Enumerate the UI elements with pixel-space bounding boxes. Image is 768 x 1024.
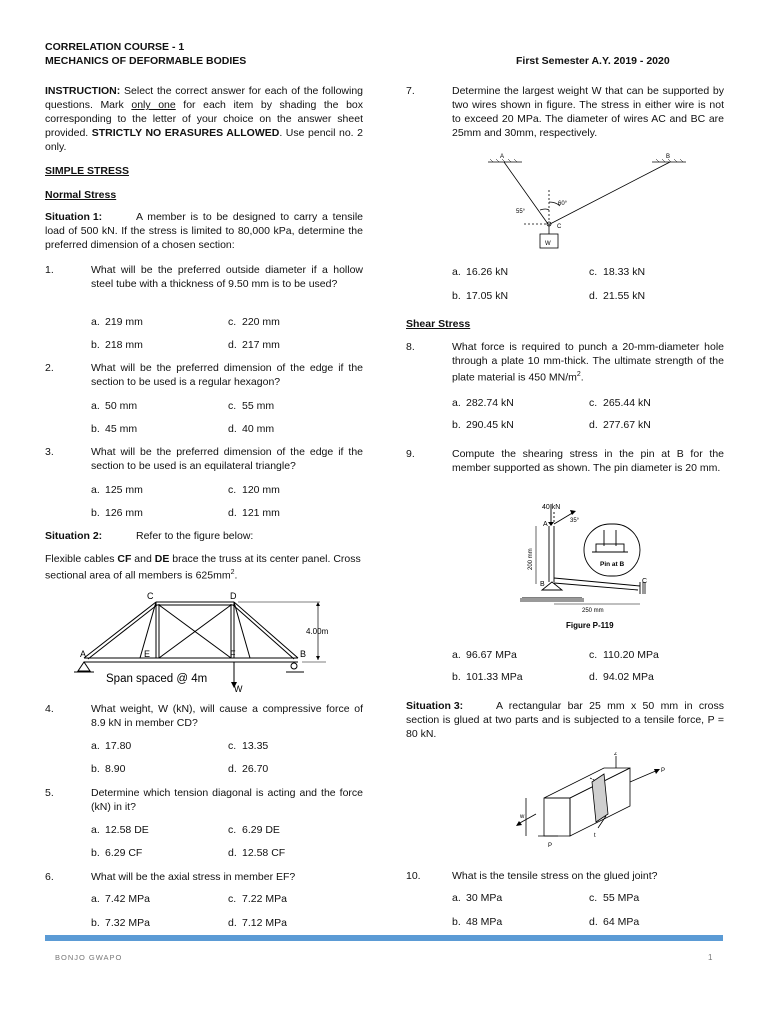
angle-60-label: 60° (558, 201, 568, 207)
node-c-label: C (557, 224, 562, 230)
choice-a[interactable]: a. 96.67 MPa (452, 649, 517, 661)
question-number: 5. (45, 787, 54, 799)
choice-d[interactable]: d. 64 MPa (589, 916, 640, 928)
choice-d[interactable]: d. 26.70 (228, 763, 269, 775)
subject-title: MECHANICS OF DEFORMABLE BODIES (45, 55, 247, 67)
load-w-label: W (234, 684, 243, 694)
choice-c[interactable]: c. 220 mm (228, 316, 280, 328)
choice-c[interactable]: c. 7.22 MPa (228, 893, 287, 905)
choice-c[interactable]: c. 55 MPa (589, 892, 640, 904)
choice-b[interactable]: b. 8.90 (91, 763, 126, 775)
thickness-t-label: t (594, 833, 596, 839)
choice-a[interactable]: a. 30 MPa (452, 892, 503, 904)
choice-a[interactable]: a. 7.42 MPa (91, 893, 150, 905)
load-p-right-label: P (661, 768, 666, 774)
section-normal-stress: Normal Stress (45, 189, 117, 201)
wires-figure (482, 150, 702, 252)
load-label: 40 kN (542, 504, 561, 511)
question-text: What will be the preferred dimension of the edge if the section to be used is an equilateral triangle? (91, 446, 363, 472)
question-number: 2. (45, 362, 54, 374)
situation-3: Situation 3: A rectangular bar 25 mm x 50 mm in cross section is glued at two parts and is subjected to a tensile force, P = 80 kN. (406, 700, 724, 740)
truss-figure (70, 588, 340, 696)
choice-d[interactable]: d. 121 mm (228, 507, 280, 519)
choice-c[interactable]: c. 6.29 DE (228, 824, 280, 836)
choice-b[interactable]: b. 6.29 CF (91, 847, 143, 859)
question-number: 8. (406, 341, 415, 353)
question-text: What will be the preferred outside diameter if a hollow steel tube with a thickness of 9.50 mm is to be used? (91, 264, 363, 290)
instruction-label: INSTRUCTION: (45, 85, 121, 97)
bar-figure (508, 752, 674, 852)
question-number: 10. (406, 870, 421, 882)
choice-d[interactable]: d. 21.55 kN (589, 290, 646, 302)
question-text: What is the tensile stress on the glued joint? (452, 870, 658, 882)
node-f-label: F (230, 649, 236, 659)
horizontal-dim-label: 250 mm (582, 608, 604, 614)
node-a-label: A (80, 649, 87, 659)
choice-c[interactable]: c. 18.33 kN (589, 266, 646, 278)
question-text: Determine which tension diagonal is acting and the force (kN) in it? (91, 787, 363, 813)
choice-b[interactable]: b. 17.05 kN (452, 290, 509, 302)
footer-divider (45, 935, 723, 941)
node-b-label: B (300, 649, 307, 659)
choice-b[interactable]: b. 45 mm (91, 423, 138, 435)
span-label: Span spaced @ 4m (106, 673, 208, 685)
node-e-label: E (144, 649, 151, 659)
choice-b[interactable]: b. 126 mm (91, 507, 143, 519)
choice-a[interactable]: a. 282.74 kN (452, 397, 514, 409)
choice-d[interactable]: d. 12.58 CF (228, 847, 286, 859)
section-shear-stress: Shear Stress (406, 318, 471, 330)
question-number: 6. (45, 871, 54, 883)
node-a-label: A (543, 521, 548, 528)
choice-c[interactable]: c. 120 mm (228, 484, 280, 496)
node-a-label: A (500, 154, 505, 160)
choice-c[interactable]: c. 265.44 kN (589, 397, 651, 409)
vertical-dim-label: 200 mm (528, 548, 534, 570)
choice-d[interactable]: d. 94.02 MPa (589, 671, 654, 683)
weight-w-label: W (545, 241, 551, 247)
page-number: 1 (708, 953, 713, 962)
instruction-paragraph: INSTRUCTION: Select the correct answer for each of the following questions. Mark only one for each item by shading the box corresponding to the letter of your choice on the answer sheet provided. STRICTLY NO ERASURES ALLOWED. Use pencil no. 2 only. (45, 85, 363, 153)
choice-d[interactable]: d. 7.12 MPa (228, 917, 287, 929)
footer-author: BONJO GWAPO (55, 953, 123, 962)
angle-55-label: 55° (516, 209, 526, 215)
node-b-label: B (666, 154, 671, 160)
question-number: 4. (45, 703, 54, 715)
question-text: What force is required to punch a 20-mm-diameter hole through a plate 10 mm-thick. The ultimate strength of the plate material is 450 $MN/m^2$. (452, 341, 724, 384)
height-label: 4.00m (306, 627, 329, 636)
pin-figure (512, 498, 662, 634)
width-w-label: w (520, 814, 525, 820)
choice-b[interactable]: b. 218 mm (91, 339, 143, 351)
choice-c[interactable]: c. 13.35 (228, 740, 269, 752)
situation-2: Situation 2: Refer to the figure below: (45, 530, 254, 542)
section-simple-stress: SIMPLE STRESS (45, 165, 130, 177)
choice-d[interactable]: d. 217 mm (228, 339, 280, 351)
axis-z-label: z (614, 752, 617, 757)
choice-a[interactable]: a. 16.26 kN (452, 266, 509, 278)
question-number: 1. (45, 264, 54, 276)
pin-at-b-label: Pin at B (600, 561, 625, 568)
choice-b[interactable]: b. 101.33 MPa (452, 671, 523, 683)
node-b-label: B (540, 581, 545, 588)
question-number: 9. (406, 448, 415, 460)
load-p-left-label: P (548, 843, 553, 849)
question-text: Determine the largest weight W that can be supported by two wires shown in figure. The stress in either wire is not to exceed 20 MPa. The diameter of wires AC and BC are 25mm and 30mm, respectively. (452, 85, 724, 139)
choice-a[interactable]: a. 50 mm (91, 400, 138, 412)
node-c-label: C (642, 578, 648, 585)
choice-d[interactable]: d. 277.67 kN (589, 419, 651, 431)
question-text: Compute the shearing stress in the pin at B for the member supported as shown. The pin diameter is 20 mm. (452, 448, 724, 474)
choice-a[interactable]: a. 125 mm (91, 484, 143, 496)
situation-2-body: Flexible cables CF and DE brace the truss at its center panel. Cross sectional area of all members is $625mm^2$. (45, 553, 361, 582)
choice-a[interactable]: a. 17.80 (91, 740, 132, 752)
choice-b[interactable]: b. 7.32 MPa (91, 917, 150, 929)
choice-a[interactable]: a. 219 mm (91, 316, 143, 328)
question-text: What will be the axial stress in member EF? (91, 871, 296, 883)
course-title: CORRELATION COURSE - 1 (45, 41, 185, 53)
choice-d[interactable]: d. 40 mm (228, 423, 275, 435)
choice-c[interactable]: c. 110.20 MPa (589, 649, 659, 661)
choice-b[interactable]: b. 48 MPa (452, 916, 503, 928)
figure-caption: Figure P-119 (566, 621, 614, 630)
angle-label: 35° (570, 518, 580, 524)
node-d-label: D (230, 591, 237, 601)
question-number: 7. (406, 85, 415, 97)
question-text: What weight, W (kN), will cause a compressive force of 8.9 kN in member CD? (91, 703, 363, 729)
semester-label: First Semester A.Y. 2019 - 2020 (516, 55, 670, 67)
situation-1: Situation 1: A member is to be designed to carry a tensile load of 500 kN. If the stress is limited to 80,000 kPa, determine the preferred dimension of a chosen section: (45, 211, 363, 251)
question-text: What will be the preferred dimension of the edge if the section to be used is a regular hexagon? (91, 362, 363, 388)
question-number: 3. (45, 446, 54, 458)
choice-c[interactable]: c. 55 mm (228, 400, 275, 412)
choice-b[interactable]: b. 290.45 kN (452, 419, 514, 431)
choice-a[interactable]: a. 12.58 DE (91, 824, 149, 836)
node-c-label: C (147, 591, 154, 601)
